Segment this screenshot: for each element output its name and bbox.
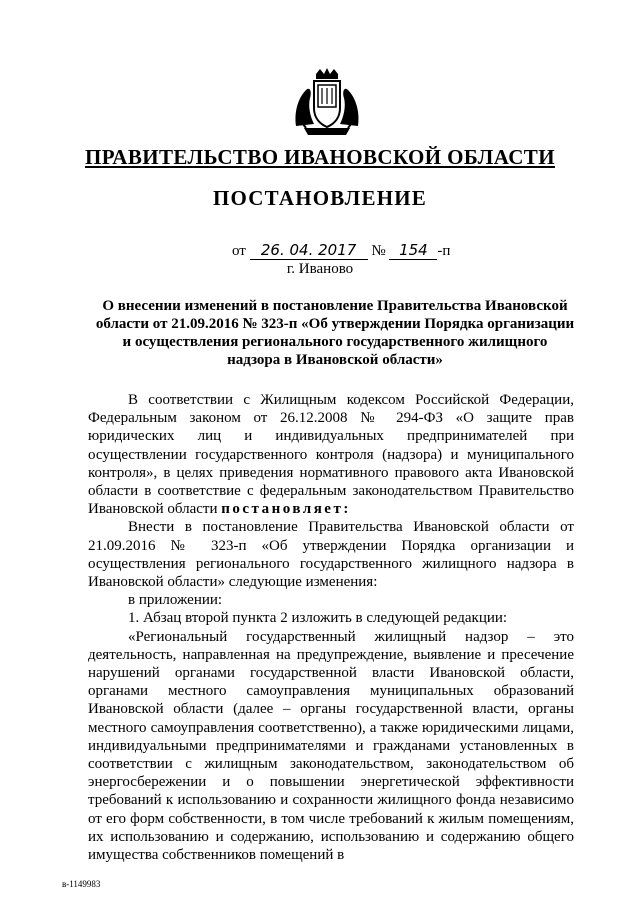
- city: г. Иваново: [286, 261, 354, 277]
- paragraph-amend: Внести в постановление Правительства Ивановской области от 21.09.2016 № 323-п «Об утверждении Порядка организации и осуществления регионального государственного жилищного надзора в Ивановской области» следующие изменения:: [88, 519, 574, 591]
- paragraph-preamble: [88, 391, 574, 518]
- paragraph-appendix: в приложении:: [128, 592, 223, 609]
- date-number-line: [232, 241, 492, 260]
- paragraph-item-1: 1. Абзац второй пункта 2 изложить в следующей редакции:: [128, 610, 508, 627]
- org-title: ПРАВИТЕЛЬСТВО ИВАНОВСКОЙ ОБЛАСТИ: [85, 145, 555, 169]
- number-suffix: -п: [437, 243, 451, 259]
- body-text: [88, 391, 574, 864]
- resolves-word: постановляет:: [221, 501, 351, 518]
- preamble-text: В соответствии с Жилищным кодексом Российской Федерации, Федеральным законом от 26.12.2008 № 294-ФЗ «О защите прав юридических лиц и индивидуальных предпринимателей при осуществлении государственного контроля (надзора) и муниципального контроля», в целях приведения нормативного правового акта Ивановской области в соответствие с федеральным законодательством Правительство Ивановской области: [88, 392, 574, 518]
- date-prefix: от: [232, 243, 246, 259]
- footer-code: в-1149983: [62, 879, 101, 889]
- document-type: ПОСТАНОВЛЕНИЕ: [212, 186, 428, 210]
- handwritten-number: 154: [389, 241, 437, 260]
- subject-title: О внесении изменений в постановление Правительства Ивановской области от 21.09.2016 № 323-п «Об утверждении Порядка организации и осуществления регионального государственного жилищного надзора в Ивановской области»: [95, 298, 575, 368]
- paragraph-quote: «Региональный государственный жилищный надзор – это деятельность, направленная на предупреждение, выявление и пресечение нарушений органами государственной власти Ивановской области, органами местного самоуправления муниципальных образований Ивановской области (далее – органы государственной власти, органы местного самоуправления соответственно), а также юридическими лицами, индивидуальными предпринимателями и гражданами установленных в соответствии с жилищным законодательством, законодательством об энергосбережении и о повышении энергетической эффективности требований к использованию и сохранности жилищного фонда независимо от его форм собственности, в том числе требований к жилым помещениям, их использованию и содержанию, использованию и содержанию общего имущества собственников помещений в: [88, 628, 574, 864]
- handwritten-date: 26. 04. 2017: [250, 241, 368, 260]
- coat-of-arms-icon: [292, 68, 362, 138]
- number-prefix: №: [371, 243, 386, 259]
